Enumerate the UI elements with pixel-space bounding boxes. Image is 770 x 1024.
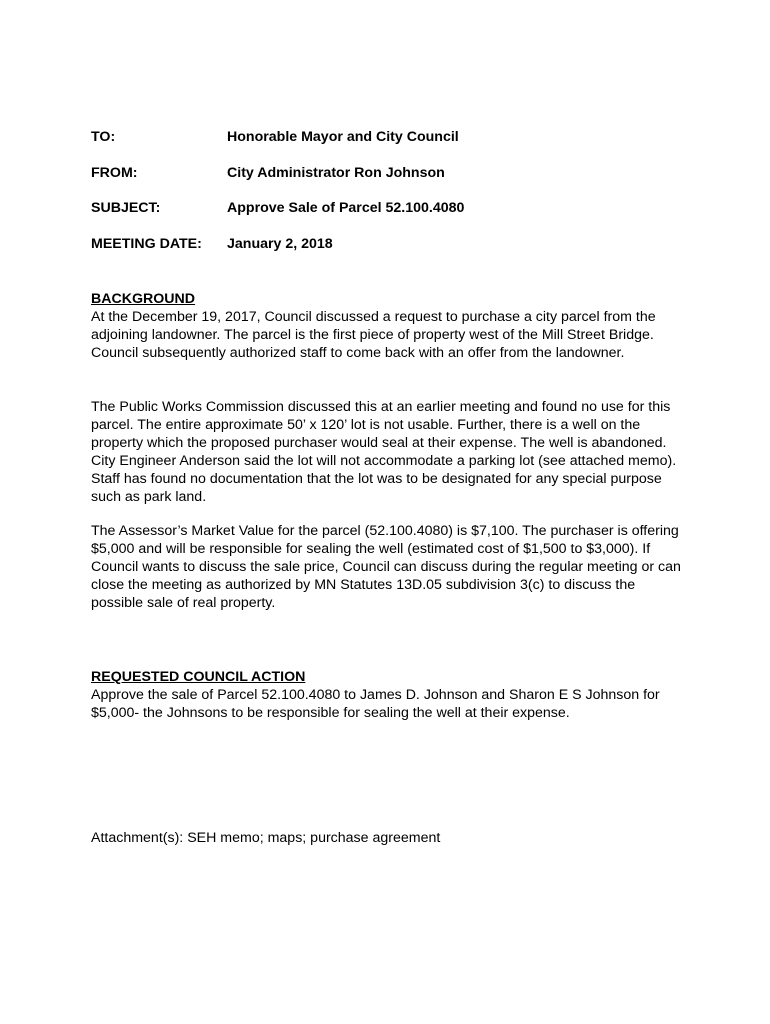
to-value: Honorable Mayor and City Council — [227, 129, 459, 145]
subject-label: SUBJECT: — [91, 200, 161, 216]
background-section — [91, 290, 691, 362]
background-paragraph-1: At the December 19, 2017, Council discussed a request to purchase a city parcel from the adjoining landowner. The parcel is the first piece of property west of the Mill Street Bridge. Council subsequently authorized staff to come back with an offer from the landowner. — [91, 309, 656, 361]
background-paragraph-3: The Assessor’s Market Value for the parcel (52.100.4080) is $7,100. The purchaser is offering $5,000 and will be responsible for sealing the well (estimated cost of $1,500 to $3,000). If Council wants to discuss the sale price, Council can discuss during the regular meeting or can close the meeting as authorized by MN Statutes 13D.05 subdivision 3(c) to discuss the possible sale of real property. — [91, 523, 681, 611]
attachments-text: Attachment(s): SEH memo; maps; purchase agreement — [91, 830, 441, 846]
meeting-date-value: January 2, 2018 — [227, 236, 333, 252]
meeting-date-label: MEETING DATE: — [91, 236, 202, 252]
requested-action-text: Approve the sale of Parcel 52.100.4080 to James D. Johnson and Sharon E S Johnson for $5,000- the Johnsons to be responsible for sealing the well at their expense. — [91, 687, 660, 721]
from-value: City Administrator Ron Johnson — [227, 165, 445, 181]
attachments-section — [91, 829, 691, 847]
from-label: FROM: — [91, 165, 138, 181]
background-paragraph-3-block — [91, 522, 691, 612]
background-paragraph-2-block — [91, 398, 691, 506]
background-heading: BACKGROUND — [91, 291, 196, 307]
requested-action-section — [91, 668, 691, 722]
subject-value: Approve Sale of Parcel 52.100.4080 — [227, 200, 465, 216]
requested-action-heading: REQUESTED COUNCIL ACTION — [91, 669, 306, 685]
to-label: TO: — [91, 129, 116, 145]
background-paragraph-2: The Public Works Commission discussed this at an earlier meeting and found no use for this parcel. The entire approximate 50’ x 120’ lot is not usable. Further, there is a well on the property which the proposed purchaser would seal at their expense. The well is abandoned. City Engineer Anderson said the lot will not accommodate a parking lot (see attached memo). Staff has found no documentation that the lot was to be designated for any special purpose such as park land. — [91, 399, 677, 505]
